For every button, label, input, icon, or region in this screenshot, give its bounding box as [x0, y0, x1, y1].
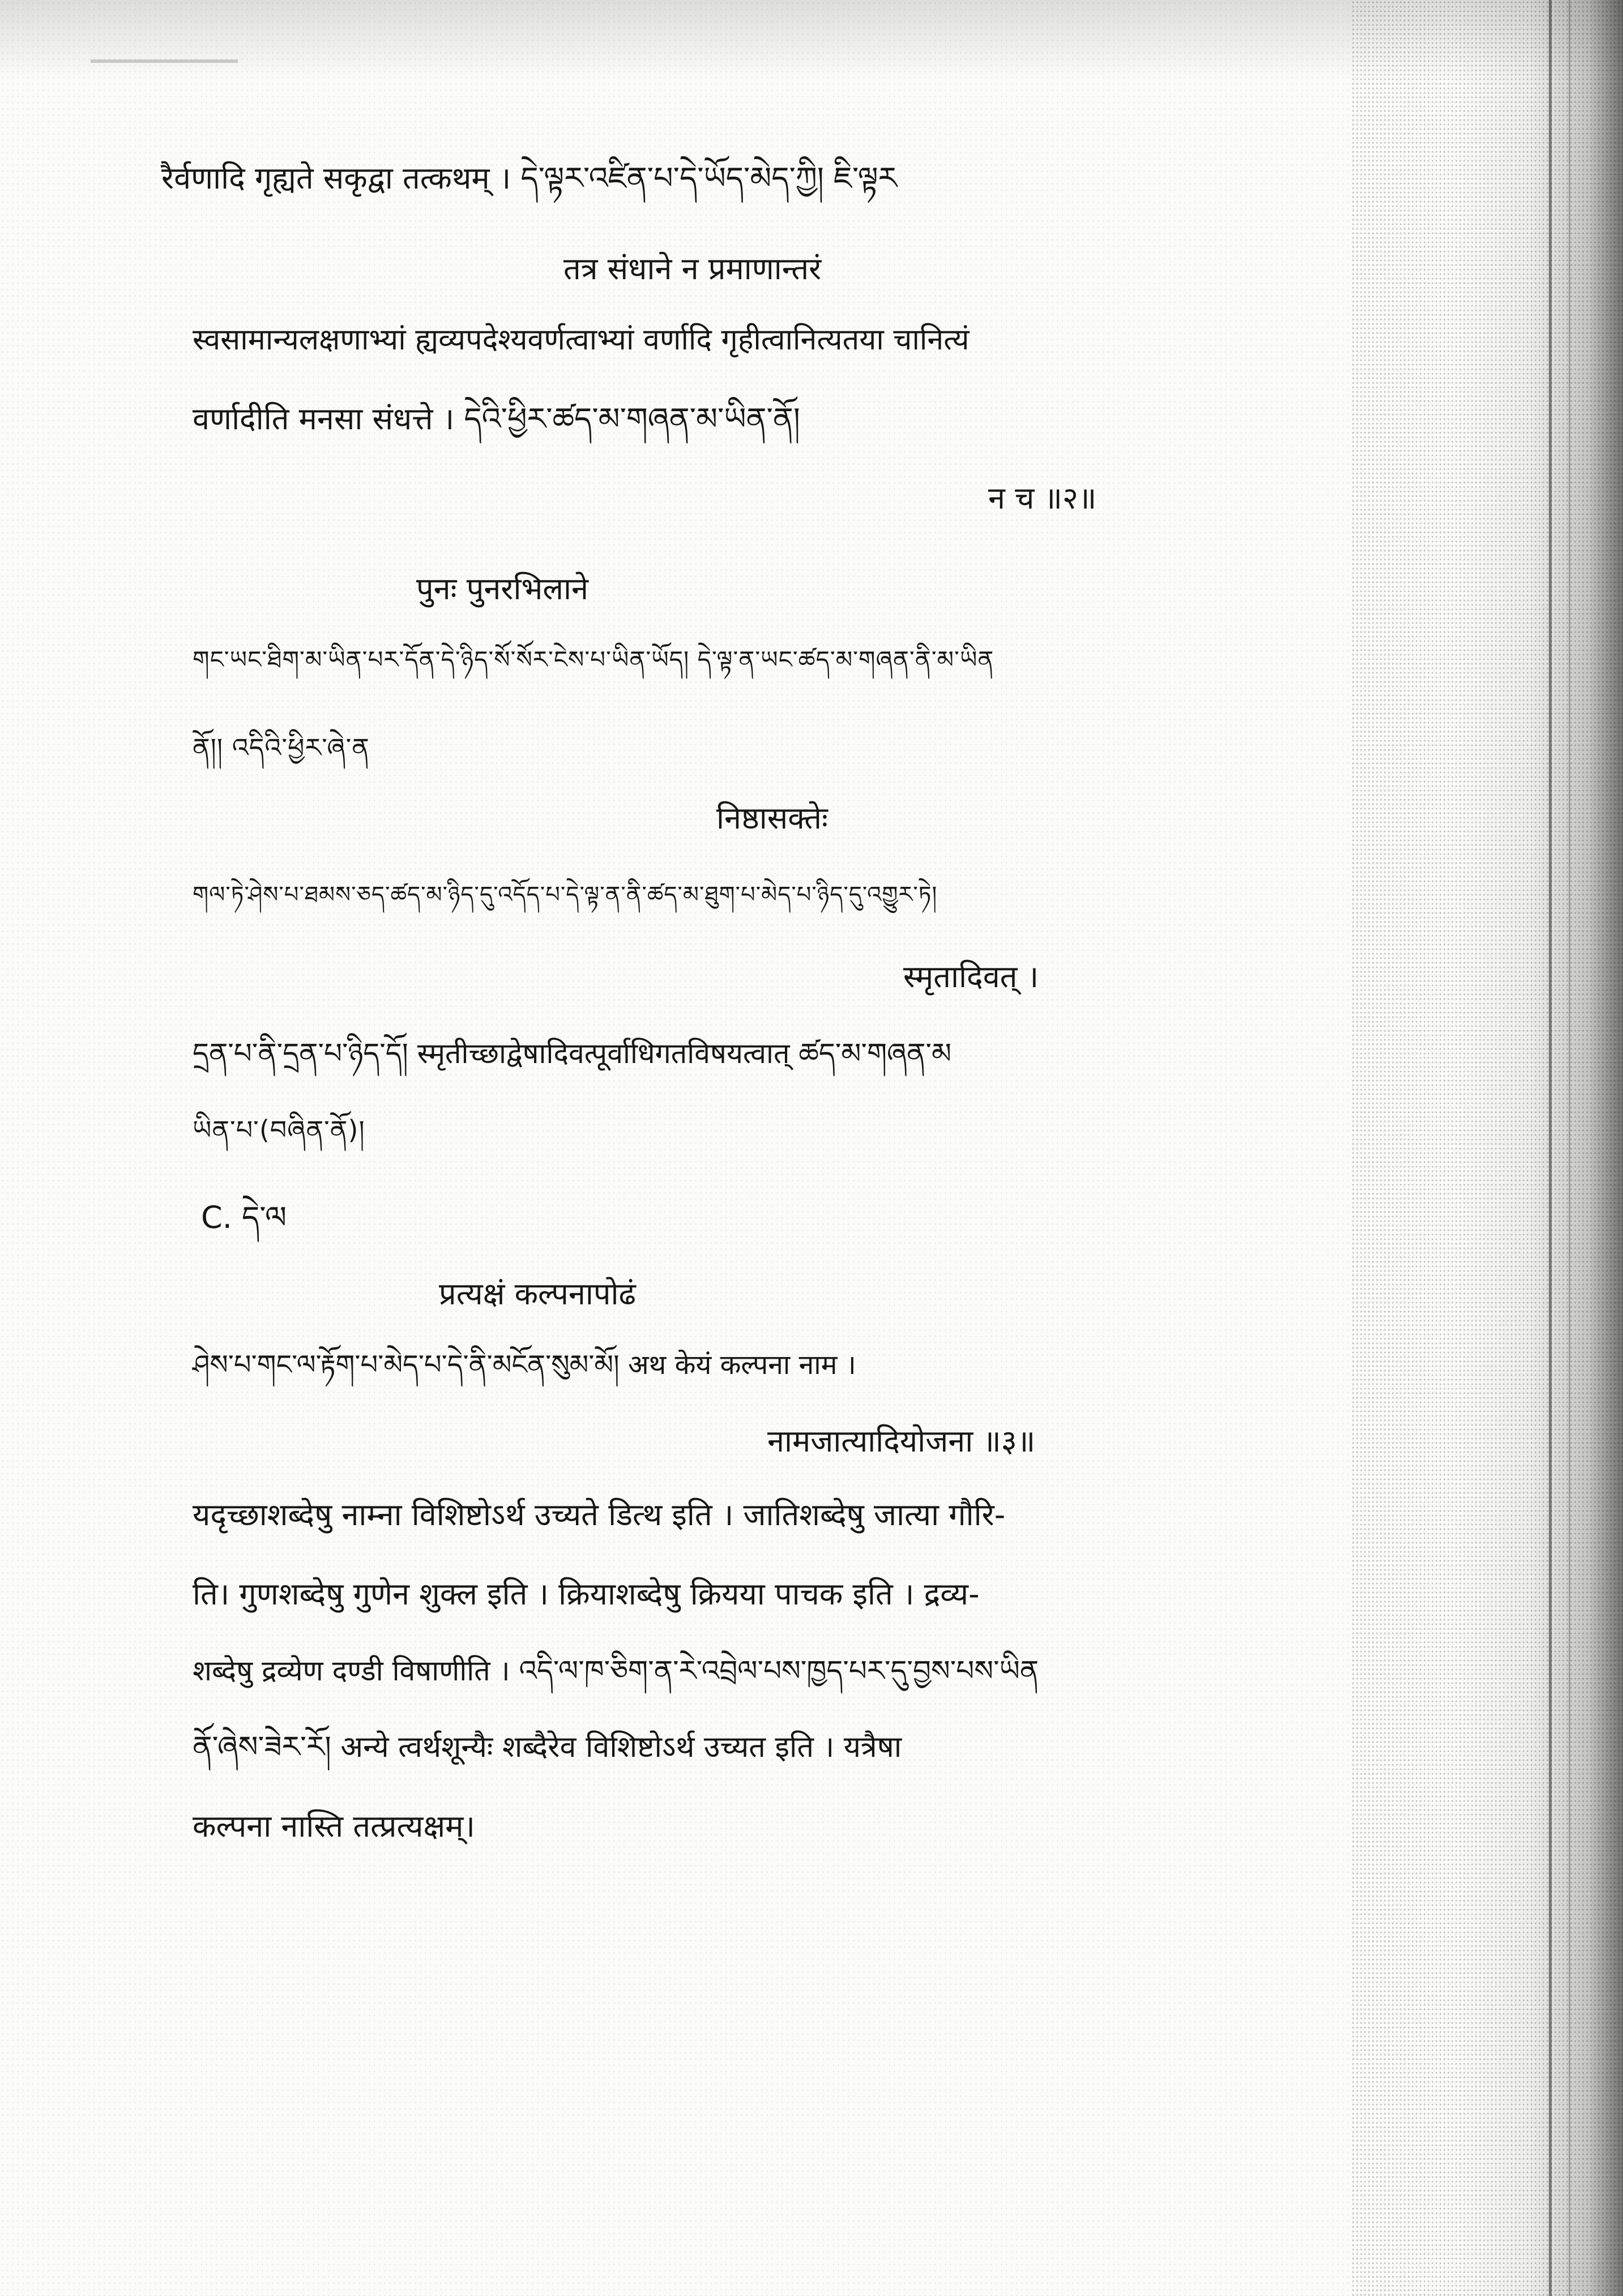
text-line-6: पुनः पुनरभिलाने	[416, 571, 588, 607]
text-line-7: གང་ཡང་ཐིག་མ་ཡིན་པར་དོན་དེ་ཉིད་སོ་སོར་ངེས་པ་ཡིན་ཡོད། དེ་ལྟ་ན་ཡང་ཚད་མ་གཞན་ནི་མ་ཡིན	[193, 646, 994, 673]
text-line-4: वर्णादीति मनसा संधत्ते । དེའི་ཕྱིར་ཚད་མ་གཞན་མ་ཡིན་ནོ།	[193, 401, 800, 437]
text-line-3: स्वसामान्यलक्षणाभ्यां ह्यव्यपदेश्यवर्णत्वाभ्यां वर्णादि गृहीत्वानित्यतया चानित्यं	[193, 323, 969, 357]
text-line-16: ཤེས་པ་གང་ལ་རྟོག་པ་མེད་པ་དེ་ནི་མངོན་སུམ་མོ། अथ केयं कल्पना नाम ।	[193, 1349, 856, 1381]
scan-edge-shadow	[1453, 0, 1623, 2296]
scan-mark	[91, 59, 238, 63]
page-fold-line-secondary	[1569, 0, 1570, 2296]
text-line-20: शब्देषु द्रव्येण दण्डी विषाणीति । འདི་ལ་ཁ་ཅིག་ན་རེ་འབྲེལ་པས་ཁྱད་པར་དུ་བྱས་པས་ཡིན	[193, 1654, 1039, 1687]
text-line-1: रैर्वणादि गृह्यते सकृद्वा तत्कथम् । དེ་ལྟར་འཛིན་པ་དེ་ཡོད་མེད་ཀྱི། ཇི་ལྟར	[161, 160, 898, 196]
text-line-11: स्मृतादिवत् ।	[903, 959, 1039, 995]
text-line-10: གལ་ཏེ་ཤེས་པ་ཐམས་ཅད་ཚད་མ་ཉིད་དུ་འདོད་པ་དེ་ལྟ་ན་ནི་ཚད་མ་ཐུག་པ་མེད་པ་ཉིད་དུ་འགྱུར་ཏེ།	[193, 882, 938, 908]
text-line-8: ནོ།། འདིའི་ཕྱིར་ཞེ་ན	[193, 732, 370, 763]
text-line-14: C. དེ་ལ	[201, 1200, 287, 1235]
text-line-13: ཡིན་པ་(བཞིན་ནོ)།	[193, 1115, 365, 1145]
text-line-5: न च ॥२॥	[988, 480, 1097, 516]
text-line-17: नामजात्यादियोजना ॥३॥	[767, 1423, 1036, 1459]
text-line-15: प्रत्यक्षं कल्पनापोढं	[439, 1276, 636, 1312]
text-line-12: དྲན་པ་ནི་དྲན་པ་ཉིད་དོ། स्मृतीच्छाद्वेषादिवत्पूर्वाधिगतविषयत्वात् ཚད་མ་གཞན་མ	[193, 1037, 952, 1070]
text-line-21: ནོ་ཞེས་ཟེར་རོ། अन्ये त्वर्थशून्यैः शब्दैरेव विशिष्टोऽर्थ उच्यत इति । यत्रैषा	[193, 1730, 902, 1764]
page-fold-line	[1549, 0, 1552, 2296]
text-line-19: ति। गुणशब्देषु गुणेन शुक्ल इति । क्रियाशब्देषु क्रियया पाचक इति । द्रव्य-	[193, 1576, 980, 1612]
scan-top-shadow	[0, 0, 1623, 79]
text-line-9: निष्ठासक्तेः	[716, 800, 828, 836]
text-line-22: कल्पना नास्ति तत्प्रत्यक्षम्।	[193, 1808, 475, 1844]
text-line-2: तत्र संधाने न प्रमाणान्तरं	[563, 251, 822, 287]
text-line-18: यदृच्छाशब्देषु नाम्ना विशिष्टोऽर्थ उच्यते डित्थ इति । जातिशब्देषु जात्या गौरि-	[193, 1497, 1006, 1533]
